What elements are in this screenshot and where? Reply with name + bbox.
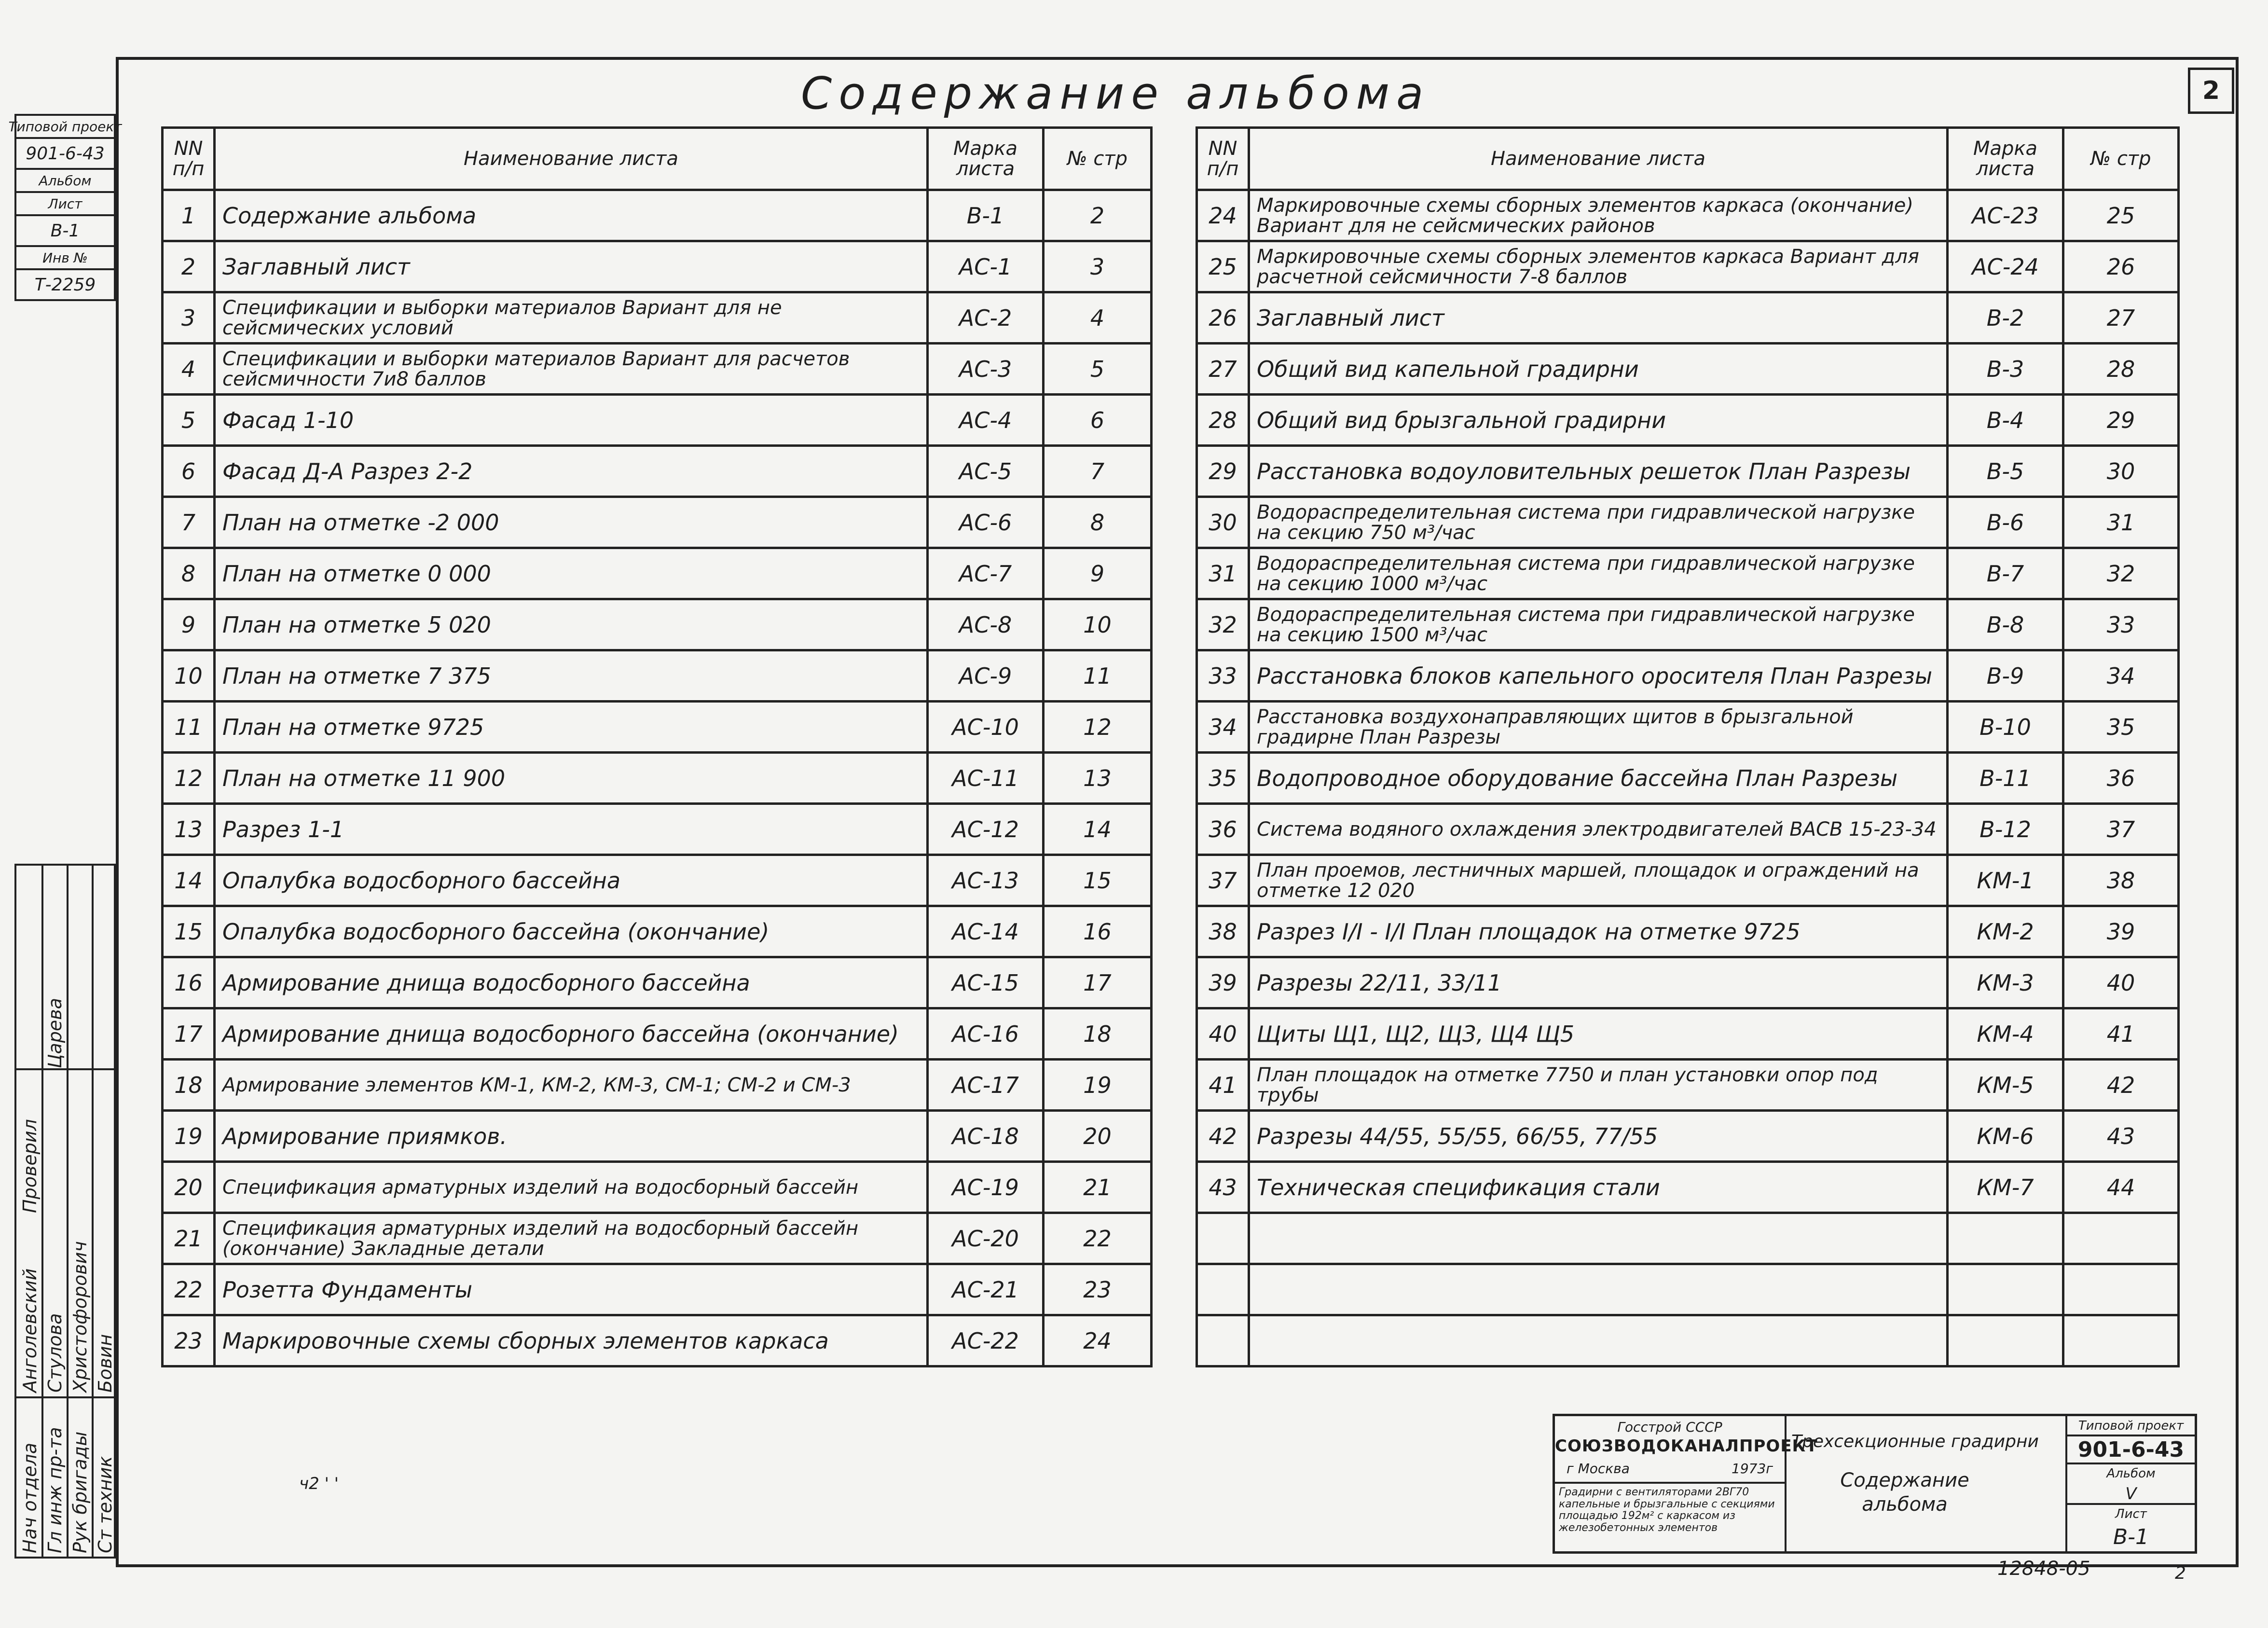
row-sheet-mark: В-9 [1948, 650, 2063, 702]
role-head: Нач отдела [19, 1442, 41, 1553]
row-page-number: 20 [1044, 1111, 1152, 1162]
row-sheet-mark: АС-2 [928, 292, 1044, 344]
row-page-number: 29 [2063, 395, 2179, 446]
row-page-number: 36 [2063, 753, 2179, 804]
table-row [1197, 599, 2179, 650]
table-row [1197, 1315, 2179, 1366]
table-row [163, 497, 1152, 548]
row-sheet-name: Расстановка воздухонаправляющих щитов в брызгальной градирне План Разрезы [1249, 702, 1948, 753]
row-page-number: 13 [1044, 753, 1152, 804]
row-number: 36 [1197, 804, 1249, 855]
row-sheet-mark: АС-7 [928, 548, 1044, 599]
row-sheet-mark: АС-18 [928, 1111, 1044, 1162]
row-sheet-mark: АС-9 [928, 650, 1044, 702]
row-sheet-name: План на отметке 7 375 [215, 650, 928, 702]
side-inv-value: Т-2259 [34, 275, 96, 295]
tb-album-value: V [2067, 1484, 2195, 1505]
row-sheet-name: Спецификации и выборки материалов Вариант для не сейсмических условий [215, 292, 928, 344]
row-sheet-mark: В-11 [1948, 753, 2063, 804]
side-inv-label: Инв № [16, 247, 114, 270]
table-row [163, 650, 1152, 702]
table-row [163, 1264, 1152, 1315]
row-page-number: 15 [1044, 855, 1152, 906]
checked-label: Проверил [19, 1119, 41, 1213]
row-sheet-mark: КМ-1 [1948, 855, 2063, 906]
table-row [163, 1213, 1152, 1264]
row-number: 17 [163, 1008, 215, 1060]
row-sheet-name: Армирование приямков. [215, 1111, 928, 1162]
row-page-number: 16 [1044, 906, 1152, 957]
row-page-number: 32 [2063, 548, 2179, 599]
row-number: 28 [1197, 395, 1249, 446]
sheet-title: Содержание альбома [1840, 1469, 1969, 1516]
row-sheet-name: План площадок на отметке 7750 и план установки опор под трубы [1249, 1060, 1948, 1111]
table-row [163, 548, 1152, 599]
header-page: № стр [1044, 128, 1152, 190]
tb-sheet-label: Лист [2115, 1507, 2147, 1521]
row-sheet-name: Общий вид капельной градирни [1249, 344, 1948, 395]
table-row [1197, 1162, 2179, 1213]
row-number: 21 [163, 1213, 215, 1264]
row-sheet-name: Расстановка блоков капельного оросителя План Разрезы [1249, 650, 1948, 702]
row-sheet-mark: АС-17 [928, 1060, 1044, 1111]
row-page-number: 33 [2063, 599, 2179, 650]
row-sheet-mark: АС-4 [928, 395, 1044, 446]
bottom-page-number: 2 [2175, 1563, 2186, 1583]
row-page-number: 31 [2063, 497, 2179, 548]
row-sheet-name: План на отметке 11 900 [215, 753, 928, 804]
row-sheet-name: План на отметке -2 000 [215, 497, 928, 548]
row-page-number [2063, 1264, 2179, 1315]
row-page-number: 5 [1044, 344, 1152, 395]
name-chief-engineer: Стулова [44, 1313, 66, 1393]
row-sheet-name: Водораспределительная система при гидравлической нагрузке на секцию 750 м³/час [1249, 497, 1948, 548]
row-sheet-name: Армирование элементов КМ-1, КМ-2, КМ-3, СМ-1; СМ-2 и СМ-3 [215, 1060, 928, 1111]
table-row [1197, 753, 2179, 804]
table-header-row [1197, 128, 2179, 190]
row-sheet-mark [1948, 1213, 2063, 1264]
row-number: 5 [163, 395, 215, 446]
row-sheet-mark: АС-12 [928, 804, 1044, 855]
side-stamp [8, 114, 122, 301]
row-sheet-mark: КМ-4 [1948, 1008, 2063, 1060]
row-number: 40 [1197, 1008, 1249, 1060]
row-sheet-mark: АС-6 [928, 497, 1044, 548]
row-page-number: 30 [2063, 446, 2179, 497]
row-sheet-name: Опалубка водосборного бассейна (окончание) [215, 906, 928, 957]
organization-cell [1555, 1416, 1818, 1484]
row-sheet-name: Розетта Фундаменты [215, 1264, 928, 1315]
row-sheet-mark: АС-11 [928, 753, 1044, 804]
row-sheet-name [1249, 1315, 1948, 1366]
table-row [1197, 1060, 2179, 1111]
row-sheet-mark: В-4 [1948, 395, 2063, 446]
row-number: 20 [163, 1162, 215, 1213]
row-sheet-mark: В-2 [1948, 292, 2063, 344]
name-technician: Бовин [95, 1334, 116, 1393]
row-sheet-name: Водораспределительная система при гидравлической нагрузке на секцию 1500 м³/час [1249, 599, 1948, 650]
row-number: 29 [1197, 446, 1249, 497]
table-row [1197, 190, 2179, 241]
table-row [163, 446, 1152, 497]
row-number: 30 [1197, 497, 1249, 548]
row-sheet-mark: КМ-7 [1948, 1162, 2063, 1213]
tb-album-label: Альбом [2106, 1466, 2156, 1481]
row-sheet-mark: КМ-3 [1948, 957, 2063, 1008]
table-row [163, 804, 1152, 855]
table-row [163, 190, 1152, 241]
row-sheet-name: Опалубка водосборного бассейна [215, 855, 928, 906]
row-page-number: 28 [2063, 344, 2179, 395]
table-row [163, 1008, 1152, 1060]
row-sheet-name: План на отметке 9725 [215, 702, 928, 753]
table-row [163, 957, 1152, 1008]
row-sheet-name: Общий вид брызгальной градирни [1249, 395, 1948, 446]
name-head: Анголевский [19, 1268, 41, 1393]
row-number: 31 [1197, 548, 1249, 599]
header-name: Наименование листа [215, 128, 928, 190]
row-sheet-name: Армирование днища водосборного бассейна [215, 957, 928, 1008]
table-row [163, 1111, 1152, 1162]
row-number: 41 [1197, 1060, 1249, 1111]
table-row [163, 292, 1152, 344]
table-row [1197, 292, 2179, 344]
row-sheet-name: Разрез 1-1 [215, 804, 928, 855]
row-sheet-mark: В-8 [1948, 599, 2063, 650]
row-sheet-mark: АС-15 [928, 957, 1044, 1008]
row-sheet-mark: АС-10 [928, 702, 1044, 753]
table-row [1197, 241, 2179, 292]
table-row [1197, 650, 2179, 702]
row-page-number: 42 [2063, 1060, 2179, 1111]
row-sheet-mark: КМ-6 [1948, 1111, 2063, 1162]
row-sheet-mark: В-3 [1948, 344, 2063, 395]
table-row [163, 599, 1152, 650]
row-sheet-mark: В-5 [1948, 446, 2063, 497]
table-row [163, 702, 1152, 753]
row-sheet-name: План на отметке 0 000 [215, 548, 928, 599]
table-row [1197, 906, 2179, 957]
row-sheet-mark: АС-16 [928, 1008, 1044, 1060]
row-page-number: 9 [1044, 548, 1152, 599]
row-sheet-name: Техническая спецификация стали [1249, 1162, 1948, 1213]
row-page-number: 27 [2063, 292, 2179, 344]
table-header-row [163, 128, 1152, 190]
row-number: 11 [163, 702, 215, 753]
row-number: 2 [163, 241, 215, 292]
row-sheet-name: Спецификация арматурных изделий на водосборный бассейн (окончание) Закладные детали [215, 1213, 928, 1264]
row-number: 12 [163, 753, 215, 804]
row-number: 4 [163, 344, 215, 395]
row-sheet-name: Фасад Д-А Разрез 2-2 [215, 446, 928, 497]
tb-project-label: Типовой проект [2067, 1416, 2195, 1436]
table-row [1197, 395, 2179, 446]
row-number [1197, 1213, 1249, 1264]
row-number: 32 [1197, 599, 1249, 650]
row-sheet-mark: В-6 [1948, 497, 2063, 548]
row-sheet-name: Система водяного охлаждения электродвигателей ВАСВ 15-23-34 [1249, 804, 1948, 855]
table-row [163, 1060, 1152, 1111]
row-page-number: 39 [2063, 906, 2179, 957]
tb-sheet-value: В-1 [2113, 1525, 2149, 1549]
row-sheet-mark: АС-5 [928, 446, 1044, 497]
row-page-number: 6 [1044, 395, 1152, 446]
row-sheet-name: Содержание альбома [215, 190, 928, 241]
row-page-number: 19 [1044, 1060, 1152, 1111]
role-team-lead: Рук бригады [69, 1431, 91, 1553]
row-number: 10 [163, 650, 215, 702]
row-sheet-mark: АС-1 [928, 241, 1044, 292]
table-row [1197, 855, 2179, 906]
row-number: 39 [1197, 957, 1249, 1008]
org-ministry: Госстрой СССР [1617, 1419, 1722, 1435]
row-page-number: 21 [1044, 1162, 1152, 1213]
row-number: 27 [1197, 344, 1249, 395]
table-row [1197, 1264, 2179, 1315]
row-page-number: 35 [2063, 702, 2179, 753]
row-number: 42 [1197, 1111, 1249, 1162]
row-page-number: 40 [2063, 957, 2179, 1008]
row-sheet-name: Заглавный лист [215, 241, 928, 292]
row-sheet-mark: АС-8 [928, 599, 1044, 650]
header-num: NN п/п [1197, 128, 1249, 190]
row-page-number: 14 [1044, 804, 1152, 855]
side-project-number: 901-6-43 [16, 139, 114, 170]
row-page-number: 22 [1044, 1213, 1152, 1264]
name-team-lead: Христофорович [69, 1241, 91, 1393]
row-number: 13 [163, 804, 215, 855]
row-sheet-mark: В-7 [1948, 548, 2063, 599]
tb-project-number: 901-6-43 [2067, 1436, 2195, 1464]
row-sheet-mark: АС-24 [1948, 241, 2063, 292]
row-page-number: 7 [1044, 446, 1152, 497]
table-row [1197, 548, 2179, 599]
main-title: Трехсекционные градирни [1791, 1432, 2039, 1451]
row-number: 22 [163, 1264, 215, 1315]
row-sheet-mark: КМ-2 [1948, 906, 2063, 957]
table-row [163, 1315, 1152, 1366]
side-project-label: Типовой проект [16, 116, 114, 139]
row-sheet-mark: АС-14 [928, 906, 1044, 957]
row-number: 6 [163, 446, 215, 497]
row-page-number: 11 [1044, 650, 1152, 702]
row-number: 37 [1197, 855, 1249, 906]
row-number: 33 [1197, 650, 1249, 702]
album-title: Содержание альбома [801, 68, 1430, 119]
row-sheet-mark [1948, 1315, 2063, 1366]
row-sheet-mark: АС-19 [928, 1162, 1044, 1213]
row-number: 1 [163, 190, 215, 241]
table-row [1197, 1213, 2179, 1264]
row-page-number: 41 [2063, 1008, 2179, 1060]
role-technician: Ст техник [95, 1456, 116, 1553]
row-number: 15 [163, 906, 215, 957]
row-sheet-mark: АС-21 [928, 1264, 1044, 1315]
org-name: СОЮЗВОДОКАНАЛПРОЕКТ [1555, 1436, 1818, 1456]
row-page-number: 44 [2063, 1162, 2179, 1213]
table-row [163, 906, 1152, 957]
row-sheet-name: Разрезы 44/55, 55/55, 66/55, 77/55 [1249, 1111, 1948, 1162]
row-sheet-name: Водопроводное оборудование бассейна План Разрезы [1249, 753, 1948, 804]
row-page-number: 23 [1044, 1264, 1152, 1315]
row-page-number: 8 [1044, 497, 1152, 548]
table-row [1197, 1111, 2179, 1162]
row-sheet-mark: В-10 [1948, 702, 2063, 753]
side-sheet-value: В-1 [16, 216, 114, 247]
row-page-number: 24 [1044, 1315, 1152, 1366]
row-number: 8 [163, 548, 215, 599]
row-sheet-name: План проемов, лестничных маршей, площадок и ограждений на отметке 12 020 [1249, 855, 1948, 906]
row-sheet-name: Спецификации и выборки материалов Вариант для расчетов сейсмичности 7и8 баллов [215, 344, 928, 395]
header-page: № стр [2063, 128, 2179, 190]
row-sheet-name [1249, 1264, 1948, 1315]
project-number-cell [2067, 1416, 2195, 1551]
row-sheet-mark [1948, 1264, 2063, 1315]
table-row [163, 855, 1152, 906]
table-row [163, 753, 1152, 804]
row-page-number: 4 [1044, 292, 1152, 344]
row-sheet-name: Фасад 1-10 [215, 395, 928, 446]
row-page-number: 37 [2063, 804, 2179, 855]
row-page-number: 25 [2063, 190, 2179, 241]
row-page-number [2063, 1315, 2179, 1366]
row-number: 26 [1197, 292, 1249, 344]
row-page-number: 17 [1044, 957, 1152, 1008]
row-sheet-mark: АС-22 [928, 1315, 1044, 1366]
row-page-number: 18 [1044, 1008, 1152, 1060]
table-row [163, 395, 1152, 446]
row-number: 7 [163, 497, 215, 548]
row-page-number: 34 [2063, 650, 2179, 702]
row-sheet-name: Водораспределительная система при гидравлической нагрузке на секцию 1000 м³/час [1249, 548, 1948, 599]
row-sheet-name: Маркировочные схемы сборных элементов каркаса [215, 1315, 928, 1366]
signature-block [14, 864, 116, 1559]
row-sheet-mark: АС-3 [928, 344, 1044, 395]
row-number: 38 [1197, 906, 1249, 957]
table-row [1197, 497, 2179, 548]
table-row [1197, 344, 2179, 395]
side-album-label: Альбом [16, 170, 114, 193]
checked-name: Царева [44, 998, 66, 1068]
handwritten-marks: ч2 ' ' [299, 1474, 339, 1493]
header-mark: Марка листа [928, 128, 1044, 190]
row-sheet-mark: КМ-5 [1948, 1060, 2063, 1111]
table-row [163, 241, 1152, 292]
contents-table-left [161, 126, 1153, 1367]
table-body-left [163, 190, 1152, 1366]
row-number: 18 [163, 1060, 215, 1111]
row-page-number: 3 [1044, 241, 1152, 292]
row-page-number [2063, 1213, 2179, 1264]
row-page-number: 2 [1044, 190, 1152, 241]
row-number: 24 [1197, 190, 1249, 241]
row-sheet-name: План на отметке 5 020 [215, 599, 928, 650]
row-number: 16 [163, 957, 215, 1008]
row-sheet-mark: В-1 [928, 190, 1044, 241]
row-sheet-mark: В-12 [1948, 804, 2063, 855]
org-city: г Москва [1567, 1461, 1630, 1476]
row-sheet-name: Армирование днища водосборного бассейна (окончание) [215, 1008, 928, 1060]
table-row [1197, 804, 2179, 855]
table-row [163, 344, 1152, 395]
contents-table-right [1196, 126, 2180, 1367]
row-page-number: 43 [2063, 1111, 2179, 1162]
row-page-number: 10 [1044, 599, 1152, 650]
table-row [1197, 957, 2179, 1008]
row-number: 14 [163, 855, 215, 906]
row-sheet-name: Разрез I/I - I/I План площадок на отметке 9725 [1249, 906, 1948, 957]
row-number: 23 [163, 1315, 215, 1366]
sheet-title-cell [1787, 1416, 2067, 1551]
row-number [1197, 1315, 1249, 1366]
table-body-right [1197, 190, 2179, 1366]
table-row [163, 1162, 1152, 1213]
role-chief-engineer: Гл инж пр-та [44, 1427, 66, 1553]
row-sheet-name: Разрезы 22/11, 33/11 [1249, 957, 1948, 1008]
row-sheet-name: Щиты Щ1, Щ2, Щ3, Щ4 Щ5 [1249, 1008, 1948, 1060]
row-sheet-name: Расстановка водоуловительных решеток План Разрезы [1249, 446, 1948, 497]
sheet-corner-number: 2 [2188, 68, 2234, 114]
table-row [1197, 1008, 2179, 1060]
row-sheet-mark: АС-20 [928, 1213, 1044, 1264]
row-page-number: 26 [2063, 241, 2179, 292]
row-sheet-name: Маркировочные схемы сборных элементов каркаса (окончание) Вариант для не сейсмических районов [1249, 190, 1948, 241]
org-year: 1973г [1732, 1461, 1773, 1476]
row-sheet-name: Маркировочные схемы сборных элементов каркаса Вариант для расчетной сейсмичности 7-8 баллов [1249, 241, 1948, 292]
project-description: Градирни с вентиляторами 2ВГ70 капельные и брызгальные с секциями площадью 192м² с каркасом из железобетонных элементов [1555, 1484, 1787, 1551]
row-number [1197, 1264, 1249, 1315]
title-block [1553, 1414, 2197, 1554]
row-page-number: 38 [2063, 855, 2179, 906]
header-num: NN п/п [163, 128, 215, 190]
row-number: 9 [163, 599, 215, 650]
row-number: 3 [163, 292, 215, 344]
row-number: 19 [163, 1111, 215, 1162]
side-sheet-label: Лист [16, 193, 114, 216]
row-sheet-name: Заглавный лист [1249, 292, 1948, 344]
row-page-number: 12 [1044, 702, 1152, 753]
row-sheet-name [1249, 1213, 1948, 1264]
table-row [1197, 702, 2179, 753]
row-sheet-mark: АС-13 [928, 855, 1044, 906]
row-number: 25 [1197, 241, 1249, 292]
table-row [1197, 446, 2179, 497]
header-mark: Марка листа [1948, 128, 2063, 190]
row-number: 35 [1197, 753, 1249, 804]
row-sheet-mark: АС-23 [1948, 190, 2063, 241]
archive-number: 12848-05 [1997, 1558, 2090, 1580]
header-name: Наименование листа [1249, 128, 1948, 190]
row-number: 34 [1197, 702, 1249, 753]
row-number: 43 [1197, 1162, 1249, 1213]
row-sheet-name: Спецификация арматурных изделий на водосборный бассейн [215, 1162, 928, 1213]
